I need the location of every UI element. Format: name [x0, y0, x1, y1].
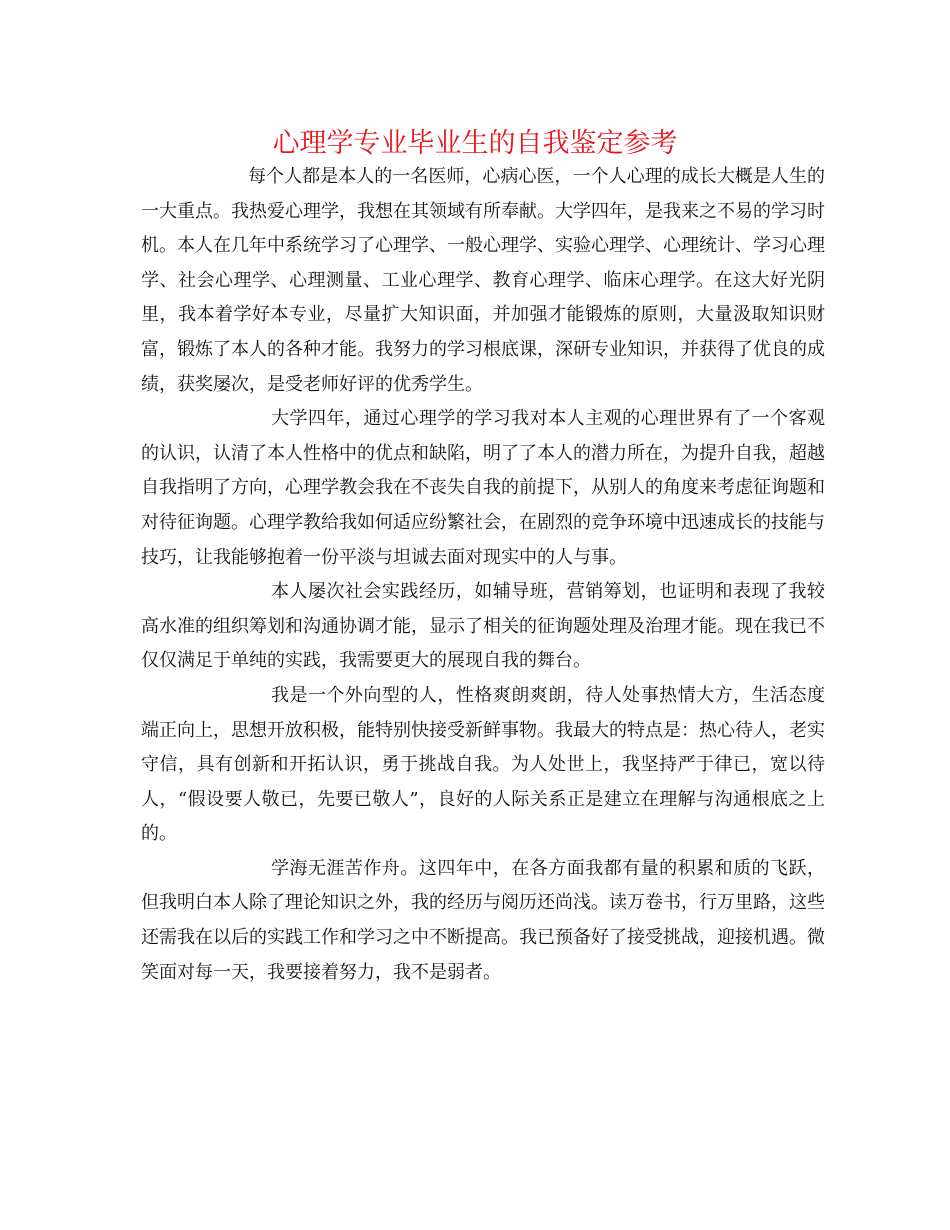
paragraph-1: 每个人都是本人的一名医师，心病心医，一个人心理的成长大概是人生的一大重点。我热爱心理学，我想在其领域有所奉献。大学四年，是我来之不易的学习时机。本人在几年中系统学习了心理学、一般心理学、实验心理学、心理统计、学习心理学、社会心理学、心理测量、工业心理学、教育心理学、临床心理学。在这大好光阴里，我本着学好本专业，尽量扩大知识面，并加强才能锻炼的原则，大量汲取知识财富，锻炼了本人的各种才能。我努力的学习根底课，深研专业知识，并获得了优良的成绩，获奖屡次，是受老师好评的优秀学生。	[141, 166, 825, 395]
paragraph-3: 本人屡次社会实践经历，如辅导班，营销筹划，也证明和表现了我较高水准的组织筹划和沟通协调才能，显示了相关的征询题处理及治理才能。现在我已不仅仅满足于单纯的实践，我需要更大的展现自我的舞台。	[141, 581, 825, 672]
document-body	[141, 160, 825, 990]
paragraph-4: 我是一个外向型的人，性格爽朗爽朗，待人处事热情大方，生活态度端正向上，思想开放积极，能特别快接受新鲜事物。我最大的特点是：热心待人，老实守信，具有创新和开拓认识，勇于挑战自我。为人处世上，我坚持严于律已，宽以待人，“假设要人敬已，先要已敬人”，良好的人际关系正是建立在理解与沟通根底之上的。	[141, 684, 825, 845]
paragraph-5: 学海无涯苦作舟。这四年中，在各方面我都有量的积累和质的飞跃，但我明白本人除了理论知识之外，我的经历与阅历还尚浅。读万卷书，行万里路，这些还需我在以后的实践工作和学习之中不断提高。我已预备好了接受挑战，迎接机遇。微笑面对每一天，我要接着努力，我不是弱者。	[141, 857, 825, 983]
document-title: 心理学专业毕业生的自我鉴定参考	[272, 128, 678, 159]
paragraph-2: 大学四年，通过心理学的学习我对本人主观的心理世界有了一个客观的认识，认清了本人性格中的优点和缺陷，明了了本人的潜力所在，为提升自我，超越自我指明了方向，心理学教会我在不丧失自我的前提下，从别人的角度来考虑征询题和对待征询题。心理学教给我如何适应纷繁社会，在剧烈的竞争环境中迅速成长的技能与技巧，让我能够抱着一份平淡与坦诚去面对现实中的人与事。	[141, 408, 825, 568]
